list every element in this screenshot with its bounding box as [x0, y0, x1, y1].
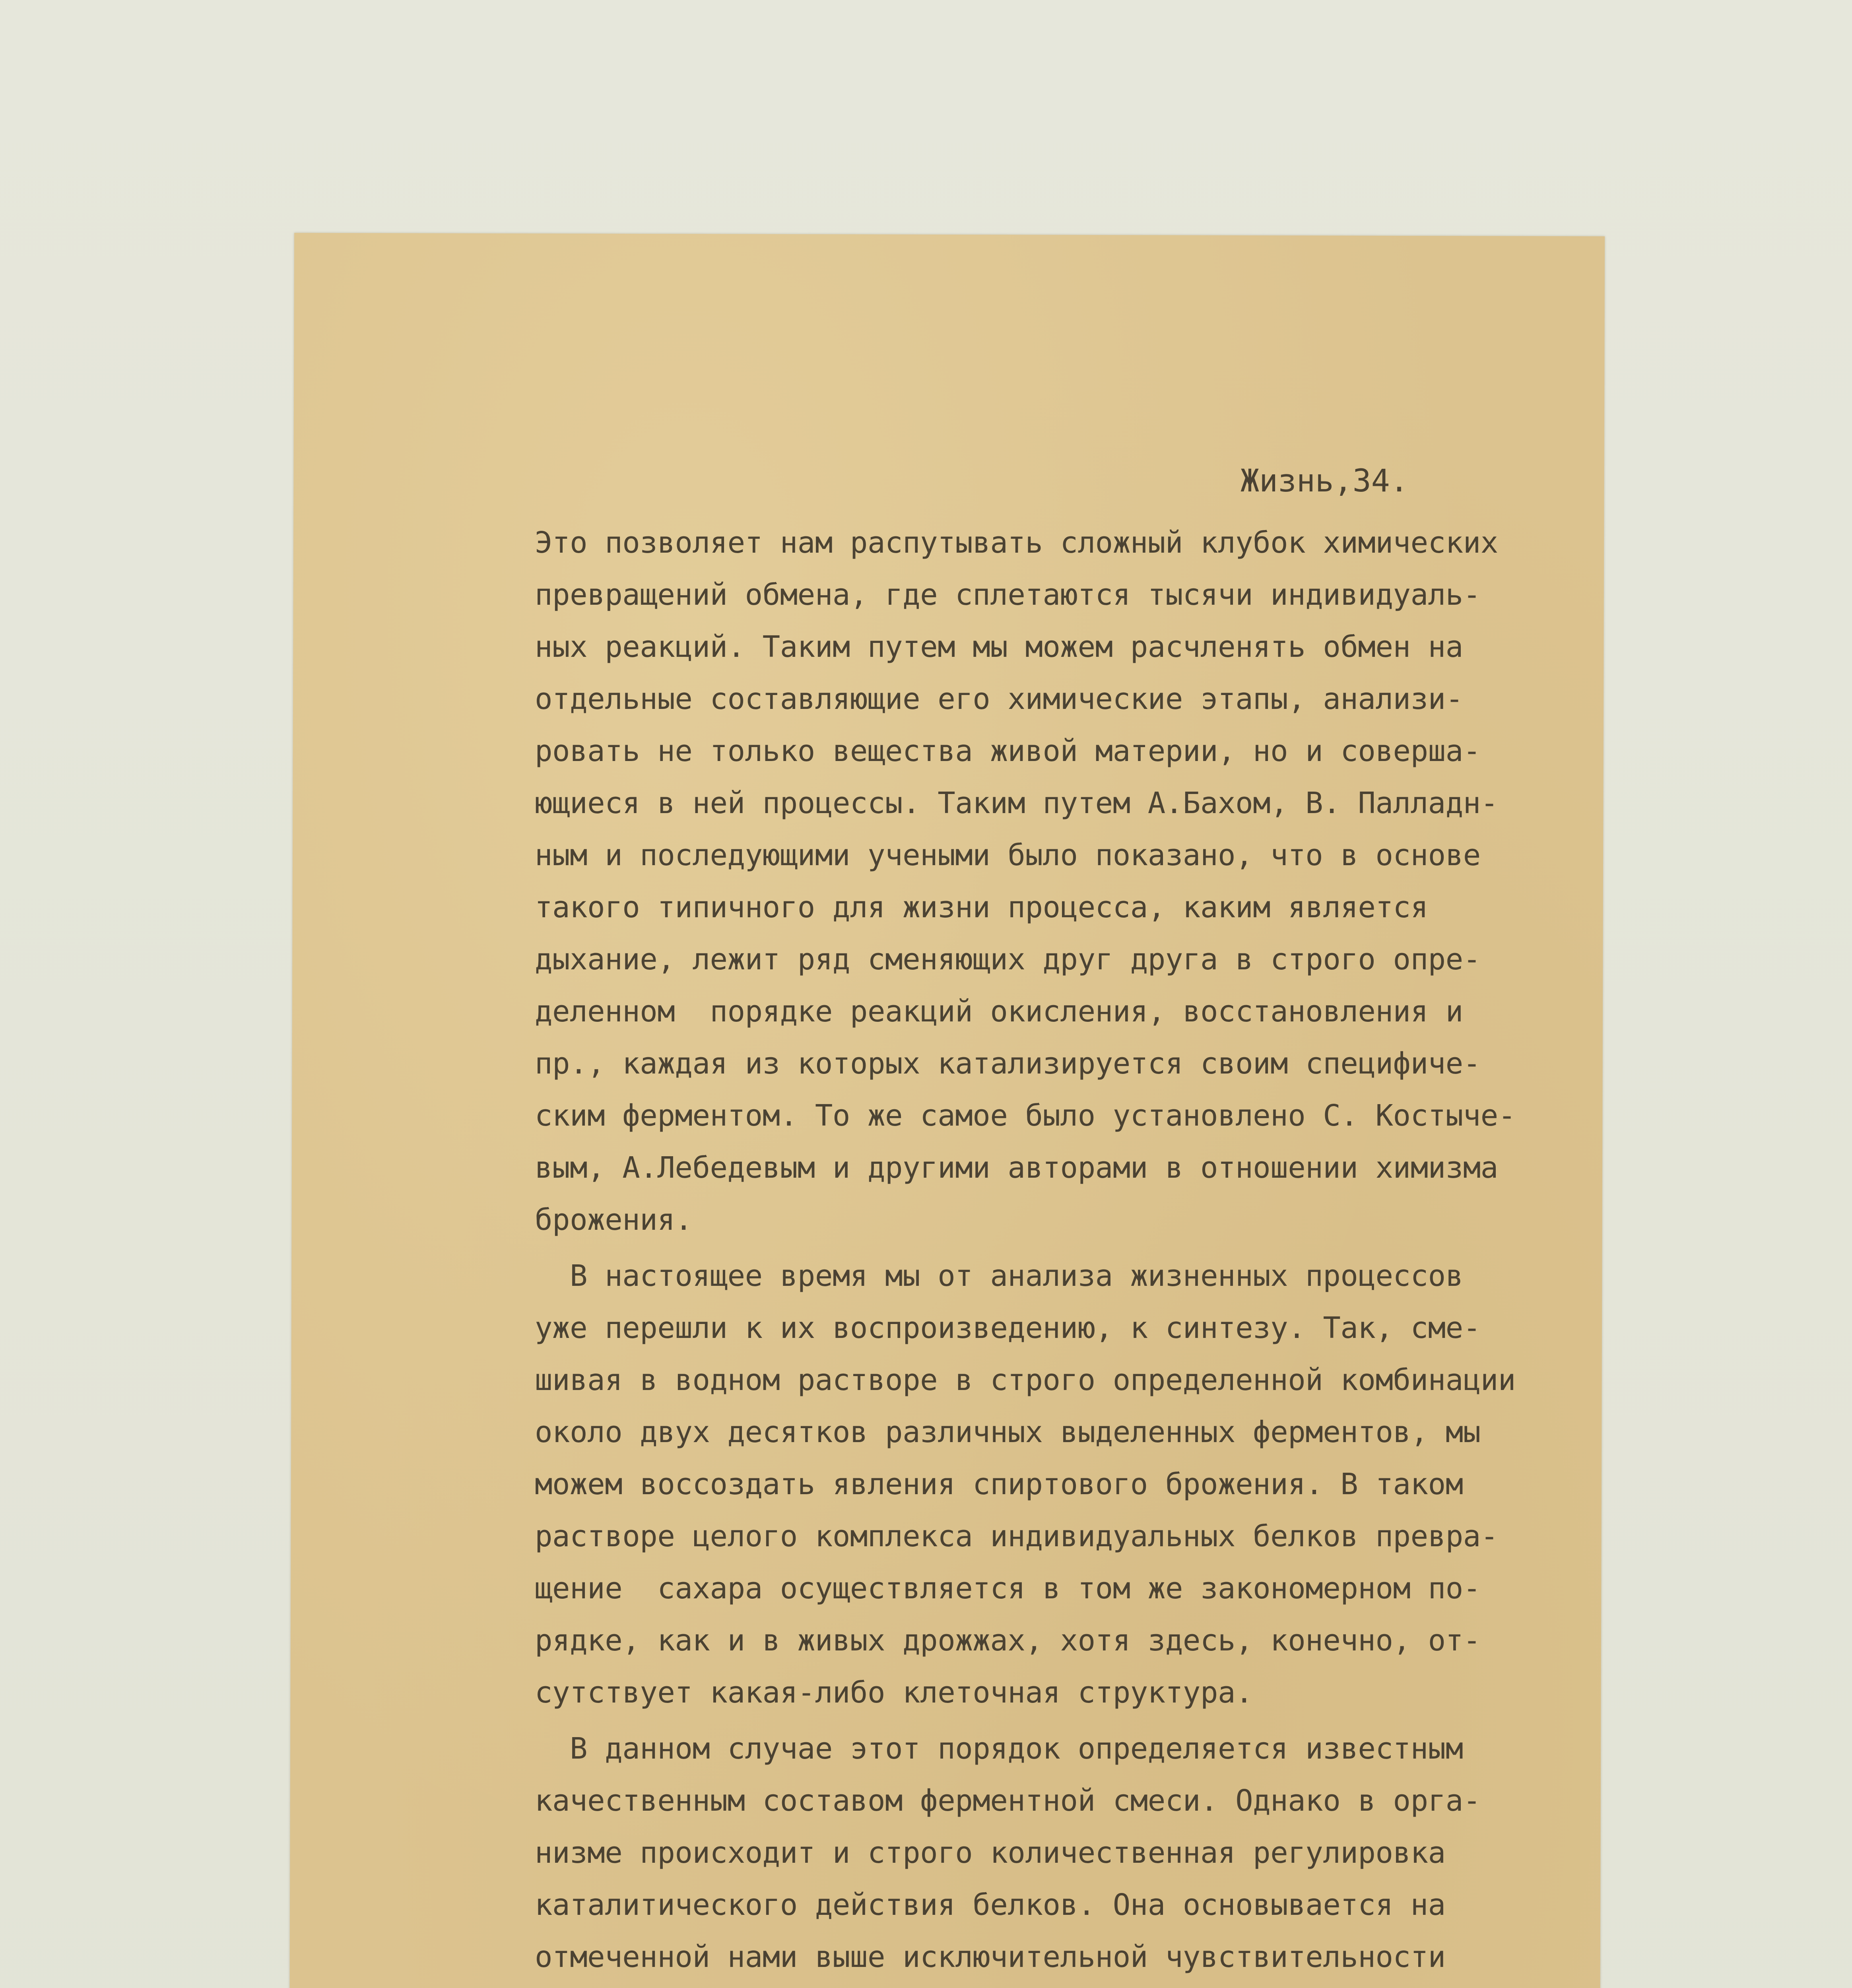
text-line: шивая в водном растворе в строго определенной комбинации: [535, 1363, 1516, 1397]
text-line: растворе целого комплекса индивидуальных белков превра-: [535, 1519, 1498, 1553]
text-line: ных реакций. Таким путем мы можем расчленять обмен на: [535, 630, 1463, 664]
text-line: Это позволяет нам распутывать сложный клубок химических: [535, 526, 1498, 560]
text-line: качественным составом ферментной смеси. Однако в орга-: [535, 1784, 1481, 1818]
text-line: дыхание, лежит ряд сменяющих друг друга в строго опре-: [535, 942, 1481, 977]
text-line: В настоящее время мы от анализа жизненных процессов: [535, 1259, 1463, 1293]
document-body: [535, 517, 1516, 1983]
text-line: такого типичного для жизни процесса, каким является: [535, 890, 1428, 924]
text-line: превращений обмена, где сплетаются тысячи индивидуаль-: [535, 578, 1481, 612]
paragraph-3: [535, 1723, 1489, 1983]
paragraph-2: [535, 1250, 1516, 1719]
text-line: около двух десятков различных выделенных ферментов, мы: [535, 1415, 1481, 1449]
text-line: низме происходит и строго количественная регулировка: [535, 1836, 1446, 1870]
text-line: отдельные составляющие его химические этапы, анализи-: [535, 682, 1463, 716]
text-line: вым, А.Лебедевым и другими авторами в отношении химизма: [535, 1151, 1498, 1185]
text-line: ским ферментом. То же самое было установлено С. Костыче-: [535, 1099, 1516, 1133]
text-line: можем воссоздать явления спиртового брожения. В таком: [535, 1467, 1463, 1501]
text-line: сутствует какая-либо клеточная структура.: [535, 1675, 1253, 1710]
page-header: Жизнь,34.: [1240, 463, 1409, 499]
text-line: отмеченной нами выше исключительной чувствительности: [535, 1940, 1446, 1974]
text-line: брожения.: [535, 1203, 693, 1237]
text-line: рядке, как и в живых дрожжах, хотя здесь, конечно, от-: [535, 1623, 1481, 1658]
text-line: уже перешли к их воспроизведению, к синтезу. Так, сме-: [535, 1311, 1481, 1345]
paragraph-gap: [535, 1246, 1489, 1250]
text-line: пр., каждая из которых катализируется своим специфиче-: [535, 1046, 1481, 1081]
text-line: В данном случае этот порядок определяется известным: [535, 1732, 1463, 1766]
text-line: ровать не только вещества живой материи, но и соверша-: [535, 734, 1481, 768]
text-line: ющиеся в ней процессы. Таким путем А.Бахом, В. Палладн-: [535, 786, 1498, 820]
paragraph-gap: [535, 1719, 1489, 1723]
text-line: щение сахара осуществляется в том же закономерном по-: [535, 1571, 1481, 1606]
text-line: деленном порядке реакций окисления, восстановления и: [535, 994, 1463, 1029]
text-line: каталитического действия белков. Она основывается на: [535, 1888, 1446, 1922]
text-line: ным и последующими учеными было показано, что в основе: [535, 838, 1481, 872]
paragraph-1: [535, 517, 1516, 1246]
